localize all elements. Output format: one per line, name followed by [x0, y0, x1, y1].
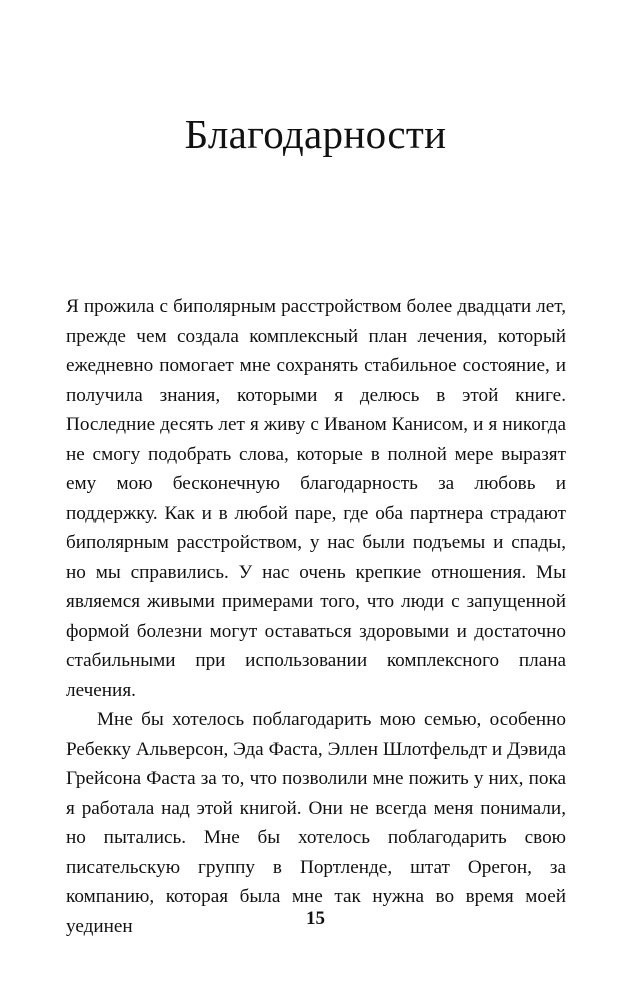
paragraph: Мне бы хотелось поблагодарить мою семью, особенно Ребекку Альверсон, Эда Фаста, Эллен Шлотфельдт и Дэвида Грейсона Фаста за то, что позволили мне пожить у них, пока я работала над этой книгой. Они не всегда меня понимали, но пытались. Мне бы хотелось поблагодарить свою писательскую группу в Портленде, штат Орегон, за компанию, которая была мне так нужна во время моей уединен [66, 709, 566, 937]
page-number: 15 [306, 908, 325, 929]
body-text [66, 292, 566, 941]
chapter-title: Благодарности [184, 111, 447, 157]
paragraph: Я прожила с биполярным расстройством более двадцати лет, прежде чем создала комплексный план лечения, который ежедневно помогает мне сохранять стабильное состояние, и получила знания, которыми я делюсь в этой книге. Последние десять лет я живу с Иваном Канисом, и я никогда не смогу подобрать слова, которые в полной мере выразят ему мою бесконечную благодарность за любовь и поддержку. Как и в любой паре, где оба партнера страдают биполярным расстройством, у нас были подъемы и спады, но мы справились. У нас очень крепкие отношения. Мы являемся живыми примерами того, что люди с запущенной формой болезни могут оставаться здоровыми и достаточно стабильными при использовании комплексного плана лечения. [66, 296, 566, 701]
